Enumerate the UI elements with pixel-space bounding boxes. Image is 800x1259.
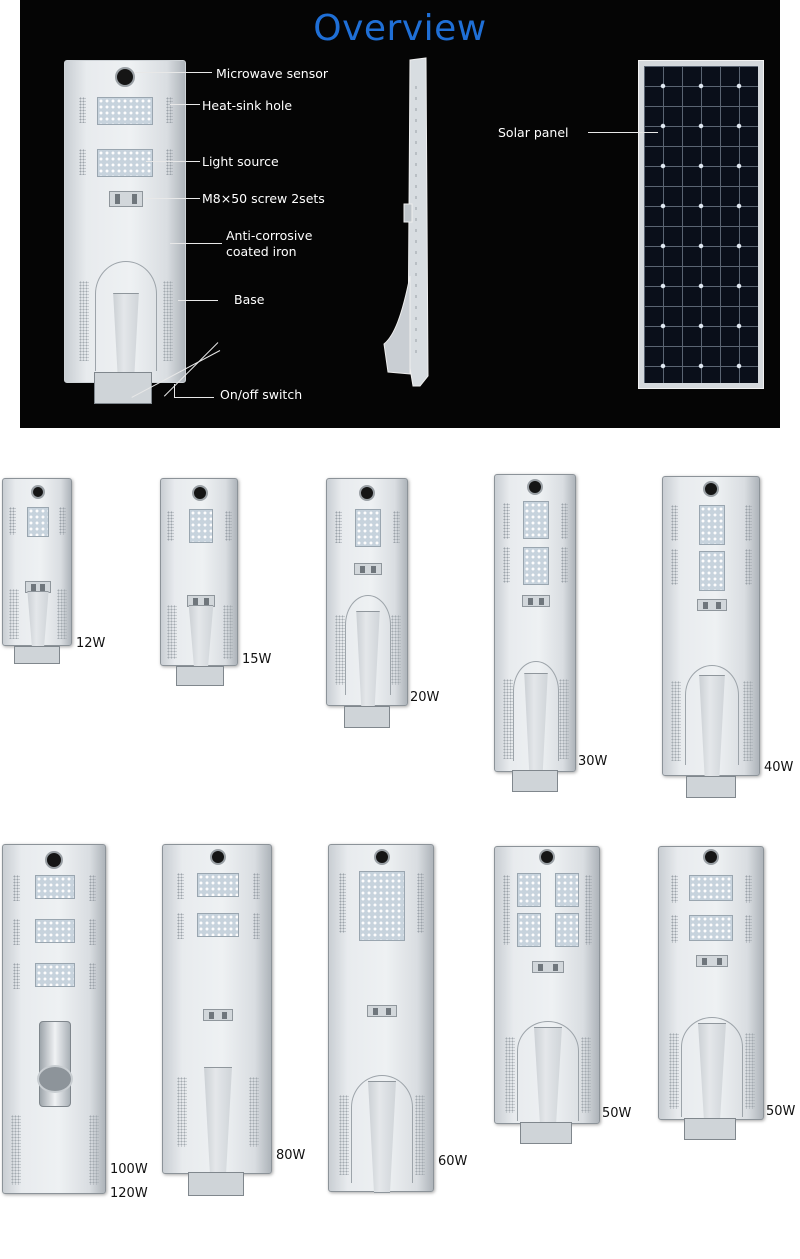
microwave-sensor-icon — [539, 849, 555, 865]
wattage-label: 60W — [438, 1154, 468, 1169]
microwave-sensor-icon — [192, 485, 208, 501]
heat-sink-vent — [166, 149, 173, 175]
led-module — [197, 873, 239, 897]
lamp-base — [176, 666, 224, 686]
mounting-arm — [179, 605, 223, 667]
lamp-base — [14, 646, 60, 664]
lamp-30w — [494, 474, 576, 772]
lamp-20w — [326, 478, 408, 706]
pipe-opening — [37, 1065, 73, 1093]
microwave-sensor-icon — [115, 67, 135, 87]
lamp-15w — [160, 478, 238, 666]
heat-sink-vent — [13, 875, 20, 901]
wattage-label: 12W — [76, 636, 106, 651]
heat-sink-vent — [339, 873, 346, 933]
heat-sink-vent — [585, 875, 592, 945]
heat-sink-vent — [177, 913, 184, 939]
led-module — [35, 963, 75, 987]
overview-lamp-front — [64, 60, 186, 383]
led-module — [699, 505, 725, 545]
lamp-base — [684, 1118, 736, 1140]
heat-sink-vent — [503, 875, 510, 945]
label-screw: M8×50 screw 2sets — [202, 191, 325, 206]
heat-sink-vent — [559, 679, 569, 759]
wattage-label: 80W — [276, 1148, 306, 1163]
label-coating-2: coated iron — [226, 244, 297, 259]
led-module — [523, 501, 549, 539]
overview-title: Overview — [313, 8, 487, 49]
heat-sink-vent — [503, 547, 510, 583]
heat-sink-vent — [225, 511, 232, 541]
callout-line — [178, 300, 218, 301]
heat-sink-vent — [581, 1037, 591, 1113]
led-module — [555, 873, 579, 907]
heat-sink-vent — [223, 605, 233, 659]
callout-line — [170, 104, 200, 105]
lamp-50w-dual — [658, 846, 764, 1120]
heat-sink-vent — [89, 1115, 99, 1185]
led-module — [35, 875, 75, 899]
heat-sink-vent — [253, 913, 260, 939]
led-module — [97, 97, 153, 125]
callout-line — [146, 161, 200, 162]
heat-sink-vent — [167, 511, 174, 541]
heat-sink-vent — [415, 1095, 425, 1175]
heat-sink-vent — [745, 875, 752, 903]
heat-sink-vent — [177, 1077, 187, 1147]
heat-sink-vent — [745, 915, 752, 943]
callout-line — [170, 243, 222, 244]
led-module — [189, 509, 213, 543]
led-module — [97, 149, 153, 177]
led-module — [27, 507, 49, 537]
solar-cells — [644, 66, 758, 383]
label-coating-1: Anti-corrosive — [226, 228, 313, 243]
wattage-label: 100W — [110, 1162, 148, 1177]
lamp-80w — [162, 844, 272, 1174]
label-solar-panel: Solar panel — [498, 125, 569, 140]
screw-bracket — [696, 955, 728, 967]
wattage-label: 20W — [410, 690, 440, 705]
heat-sink-vent — [13, 963, 20, 989]
heat-sink-vent — [335, 615, 345, 685]
label-base: Base — [234, 292, 265, 307]
callout-line — [134, 72, 212, 73]
heat-sink-vent — [89, 919, 96, 945]
lamp-base — [520, 1122, 572, 1144]
heat-sink-vent — [253, 873, 260, 899]
callout-line — [174, 384, 175, 398]
heat-sink-vent — [671, 549, 678, 585]
microwave-sensor-icon — [31, 485, 45, 499]
heat-sink-vent — [745, 505, 752, 541]
heat-sink-vent — [177, 873, 184, 899]
heat-sink-vent — [335, 511, 342, 543]
label-heat-sink-hole: Heat-sink hole — [202, 98, 293, 113]
heat-sink-vent — [671, 915, 678, 943]
heat-sink-vent — [561, 503, 568, 539]
label-switch: On/off switch — [220, 387, 303, 402]
wattage-label: 50W — [766, 1104, 796, 1119]
heat-sink-vent — [671, 681, 681, 761]
lamp-60w — [328, 844, 434, 1192]
heat-sink-vent — [671, 875, 678, 903]
heat-sink-vent — [671, 505, 678, 541]
lamp-50w-quad — [494, 846, 600, 1124]
led-module — [359, 871, 405, 941]
mounting-pipe — [39, 1021, 71, 1107]
wattage-label: 15W — [242, 652, 272, 667]
heat-sink-vent — [167, 605, 177, 659]
heat-sink-vent — [13, 919, 20, 945]
heat-sink-vent — [743, 681, 753, 761]
wattage-label: 120W — [110, 1186, 148, 1201]
led-module — [517, 873, 541, 907]
heat-sink-vent — [89, 875, 96, 901]
microwave-sensor-icon — [527, 479, 543, 495]
microwave-sensor-icon — [703, 849, 719, 865]
screw-bracket — [109, 191, 143, 207]
wattage-label: 40W — [764, 760, 794, 775]
label-microwave-sensor: Microwave sensor — [216, 66, 329, 81]
heat-sink-vent — [391, 615, 401, 685]
microwave-sensor-icon — [45, 851, 63, 869]
led-module — [555, 913, 579, 947]
heat-sink-vent — [505, 1037, 515, 1113]
lamp-side-profile — [380, 56, 450, 396]
led-module — [197, 913, 239, 937]
heat-sink-vent — [745, 549, 752, 585]
callout-line — [144, 198, 200, 199]
heat-sink-vent — [163, 281, 173, 361]
heat-sink-vent — [745, 1033, 755, 1109]
heat-sink-vent — [503, 679, 513, 759]
lamp-40w — [662, 476, 760, 776]
lamp-base — [686, 776, 736, 798]
microwave-sensor-icon — [359, 485, 375, 501]
led-module — [355, 509, 381, 547]
mounting-arm — [19, 591, 57, 647]
led-module — [523, 547, 549, 585]
microwave-sensor-icon — [374, 849, 390, 865]
mounting-arm — [193, 1067, 243, 1175]
led-module — [35, 919, 75, 943]
led-module — [699, 551, 725, 591]
screw-bracket — [522, 595, 550, 607]
heat-sink-vent — [59, 507, 66, 535]
heat-sink-vent — [9, 589, 19, 639]
heat-sink-vent — [417, 873, 424, 933]
screw-bracket — [697, 599, 727, 611]
callout-line — [588, 132, 658, 133]
screw-bracket — [203, 1009, 233, 1021]
screw-bracket — [354, 563, 382, 575]
heat-sink-vent — [561, 547, 568, 583]
lamp-base — [512, 770, 558, 792]
heat-sink-vent — [79, 149, 86, 175]
heat-sink-vent — [11, 1115, 21, 1185]
heat-sink-vent — [669, 1033, 679, 1109]
heat-sink-vent — [9, 507, 16, 535]
screw-bracket — [532, 961, 564, 973]
heat-sink-vent — [393, 511, 400, 543]
led-module — [689, 875, 733, 901]
solar-panel-image — [638, 60, 764, 389]
microwave-sensor-icon — [703, 481, 719, 497]
heat-sink-vent — [57, 589, 67, 639]
lamp-base — [188, 1172, 244, 1196]
overview-base — [94, 372, 152, 404]
overview-panel — [20, 0, 780, 428]
heat-sink-vent — [339, 1095, 349, 1175]
heat-sink-vent — [249, 1077, 259, 1147]
heat-sink-vent — [79, 281, 89, 361]
heat-sink-vent — [79, 97, 86, 123]
lamp-100w-120w — [2, 844, 106, 1194]
heat-sink-vent — [89, 963, 96, 989]
wattage-label: 50W — [602, 1106, 632, 1121]
lamp-12w — [2, 478, 72, 646]
callout-line — [174, 397, 214, 398]
label-light-source: Light source — [202, 154, 279, 169]
screw-bracket — [367, 1005, 397, 1017]
led-module — [517, 913, 541, 947]
lamp-base — [344, 706, 390, 728]
led-module — [689, 915, 733, 941]
microwave-sensor-icon — [210, 849, 226, 865]
heat-sink-vent — [166, 97, 173, 123]
heat-sink-vent — [503, 503, 510, 539]
wattage-label: 30W — [578, 754, 608, 769]
